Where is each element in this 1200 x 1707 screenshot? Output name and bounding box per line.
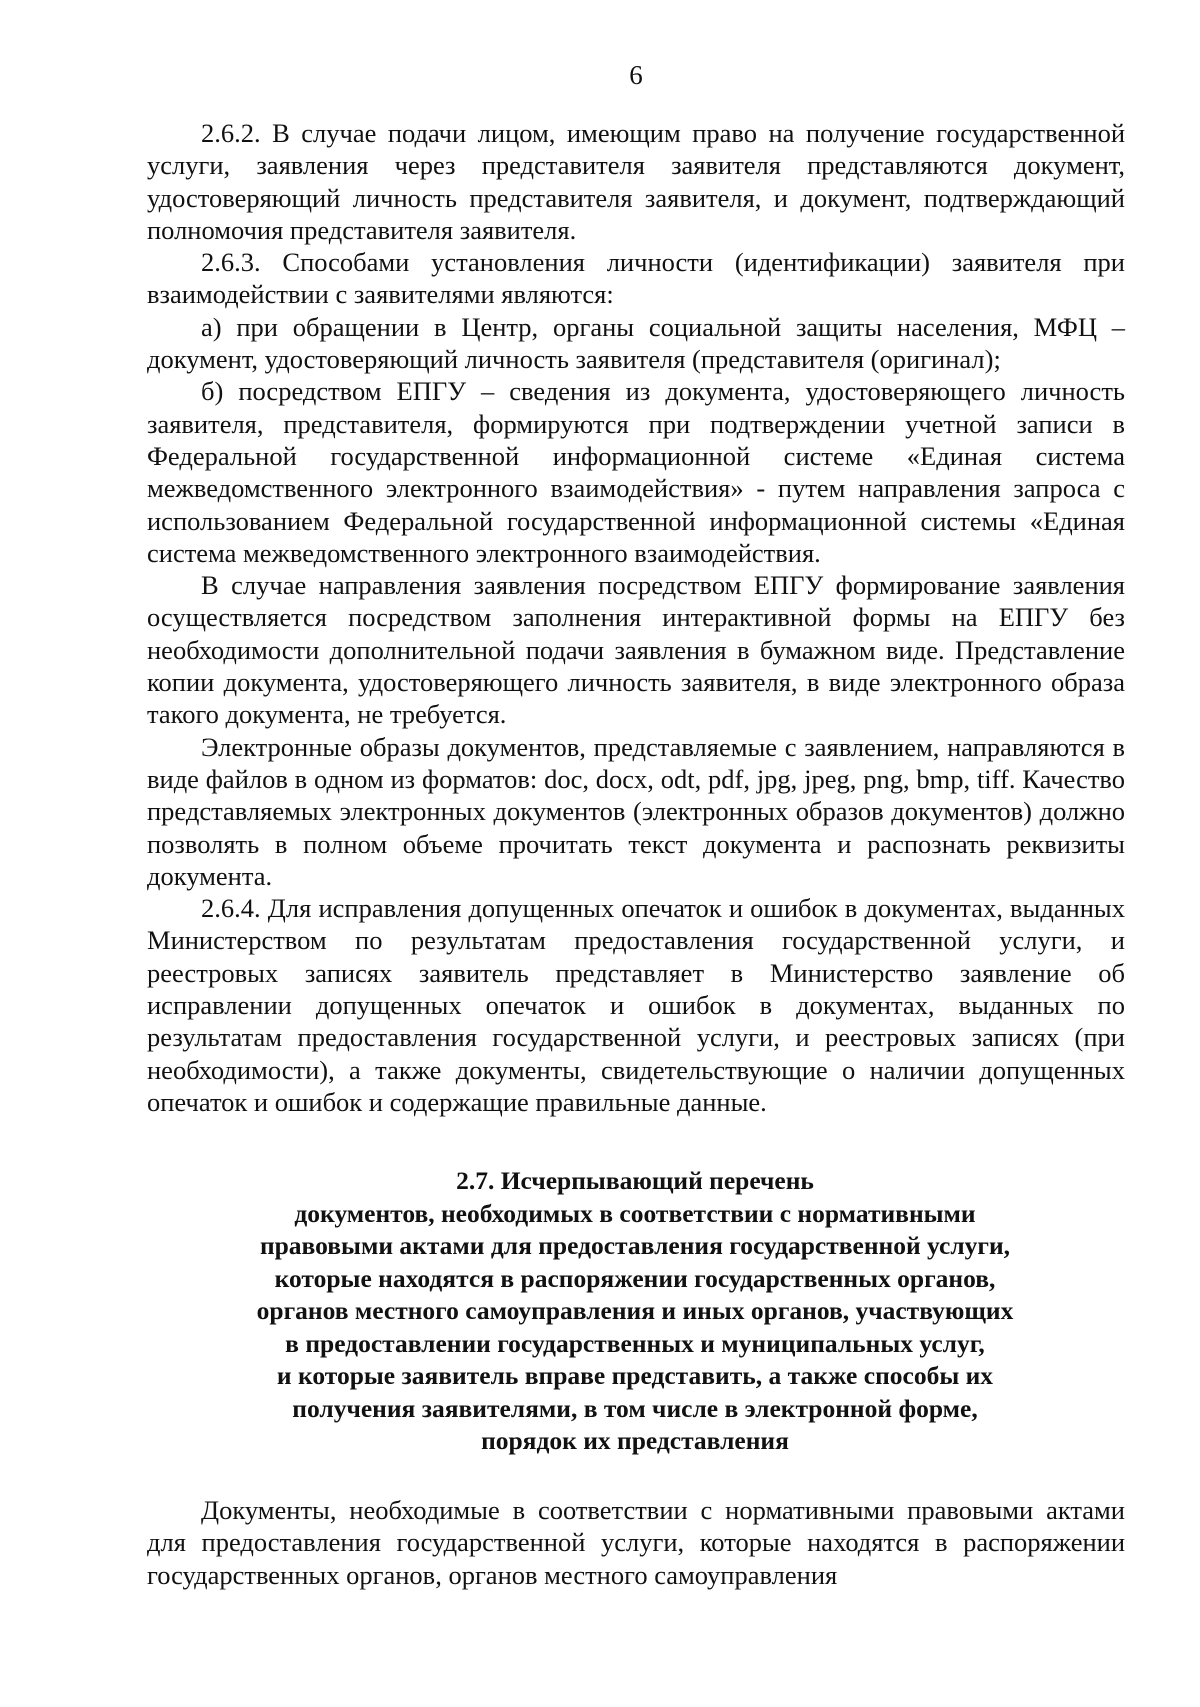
section-heading-line: получения заявителями, в том числе в электронной форме, bbox=[292, 1393, 978, 1423]
section-heading-line: документов, необходимых в соответствии с нормативными bbox=[294, 1198, 976, 1228]
section-heading-line: которые находятся в распоряжении государственных органов, bbox=[274, 1263, 996, 1293]
section-heading-line: порядок их представления bbox=[481, 1426, 789, 1455]
section-heading-line: правовыми актами для предоставления государственной услуги, bbox=[259, 1231, 1011, 1260]
page-number: 6 bbox=[629, 60, 643, 90]
section-heading-2-7 bbox=[160, 1165, 1110, 1458]
paragraph-electronic-images: Электронные образы документов, представляемые с заявлением, направляются в виде файлов в одном из форматов: doc, docx, odt, pdf, jpg, jpeg, png, bmp, tiff. Качество представляемых электронных документов (электронных образов документов) должно позволять в полном объеме прочитать текст документа и распознать реквизиты документа. bbox=[147, 731, 1125, 891]
paragraph-2-6-3-b: б) посредством ЕПГУ – сведения из документа, удостоверяющего личность заявителя, представителя, формируются при подтверждении учетной записи в Федеральной государственной информационной системе «Единая система межведомственного электронного взаимодействия» - путем направления запроса с использованием Федеральной государственной информационной системы «Единая система межведомственного электронного взаимодействия. bbox=[147, 376, 1125, 568]
paragraph-2-6-3: 2.6.3. Способами установления личности (идентификации) заявителя при взаимодействии с заявителями являются: bbox=[147, 247, 1125, 310]
section-2-7-body bbox=[147, 1494, 1125, 1591]
section-heading-line: в предоставлении государственных и муниципальных услуг, bbox=[285, 1328, 985, 1358]
paragraph-2-6-3-a: а) при обращении в Центр, органы социальной защиты населения, МФЦ – документ, удостоверяющий личность заявителя (представителя (оригинал); bbox=[147, 311, 1125, 375]
paragraph-documents-intro: Документы, необходимые в соответствии с нормативными правовыми актами для предоставления государственной услуги, которые находятся в распоряжении государственных органов, органов местного самоуправления bbox=[147, 1495, 1125, 1590]
section-heading-line: и которые заявитель вправе представить, а также способы их bbox=[276, 1361, 994, 1390]
paragraph-2-6-4: 2.6.4. Для исправления допущенных опечаток и ошибок в документах, выданных Министерством по результатам предоставления государственной услуги, и реестровых записях заявитель представляет в Министерство заявление об исправлении допущенных опечаток и ошибок в документах, выданных по результатам предоставления государственной услуги, и реестровых записях (при необходимости), а также документы, свидетельствующие о наличии допущенных опечаток и ошибок и содержащие правильные данные. bbox=[147, 893, 1125, 1117]
document-body bbox=[147, 117, 1125, 1118]
paragraph-epgu-submission: В случае направления заявления посредством ЕПГУ формирование заявления осуществляется посредством заполнения интерактивной формы на ЕПГУ без необходимости дополнительной подачи заявления в бумажном виде. Представление копии документа, удостоверяющего личность заявителя, в виде электронного образа такого документа, не требуется. bbox=[147, 570, 1125, 730]
section-heading-line: 2.7. Исчерпывающий перечень bbox=[456, 1166, 814, 1195]
section-heading-line: органов местного самоуправления и иных органов, участвующих bbox=[256, 1296, 1014, 1325]
paragraph-2-6-2: 2.6.2. В случае подачи лицом, имеющим право на получение государственной услуги, заявления через представителя заявителя представляются документ, удостоверяющий личность представителя заявителя, и документ, подтверждающий полномочия представителя заявителя. bbox=[147, 118, 1125, 245]
